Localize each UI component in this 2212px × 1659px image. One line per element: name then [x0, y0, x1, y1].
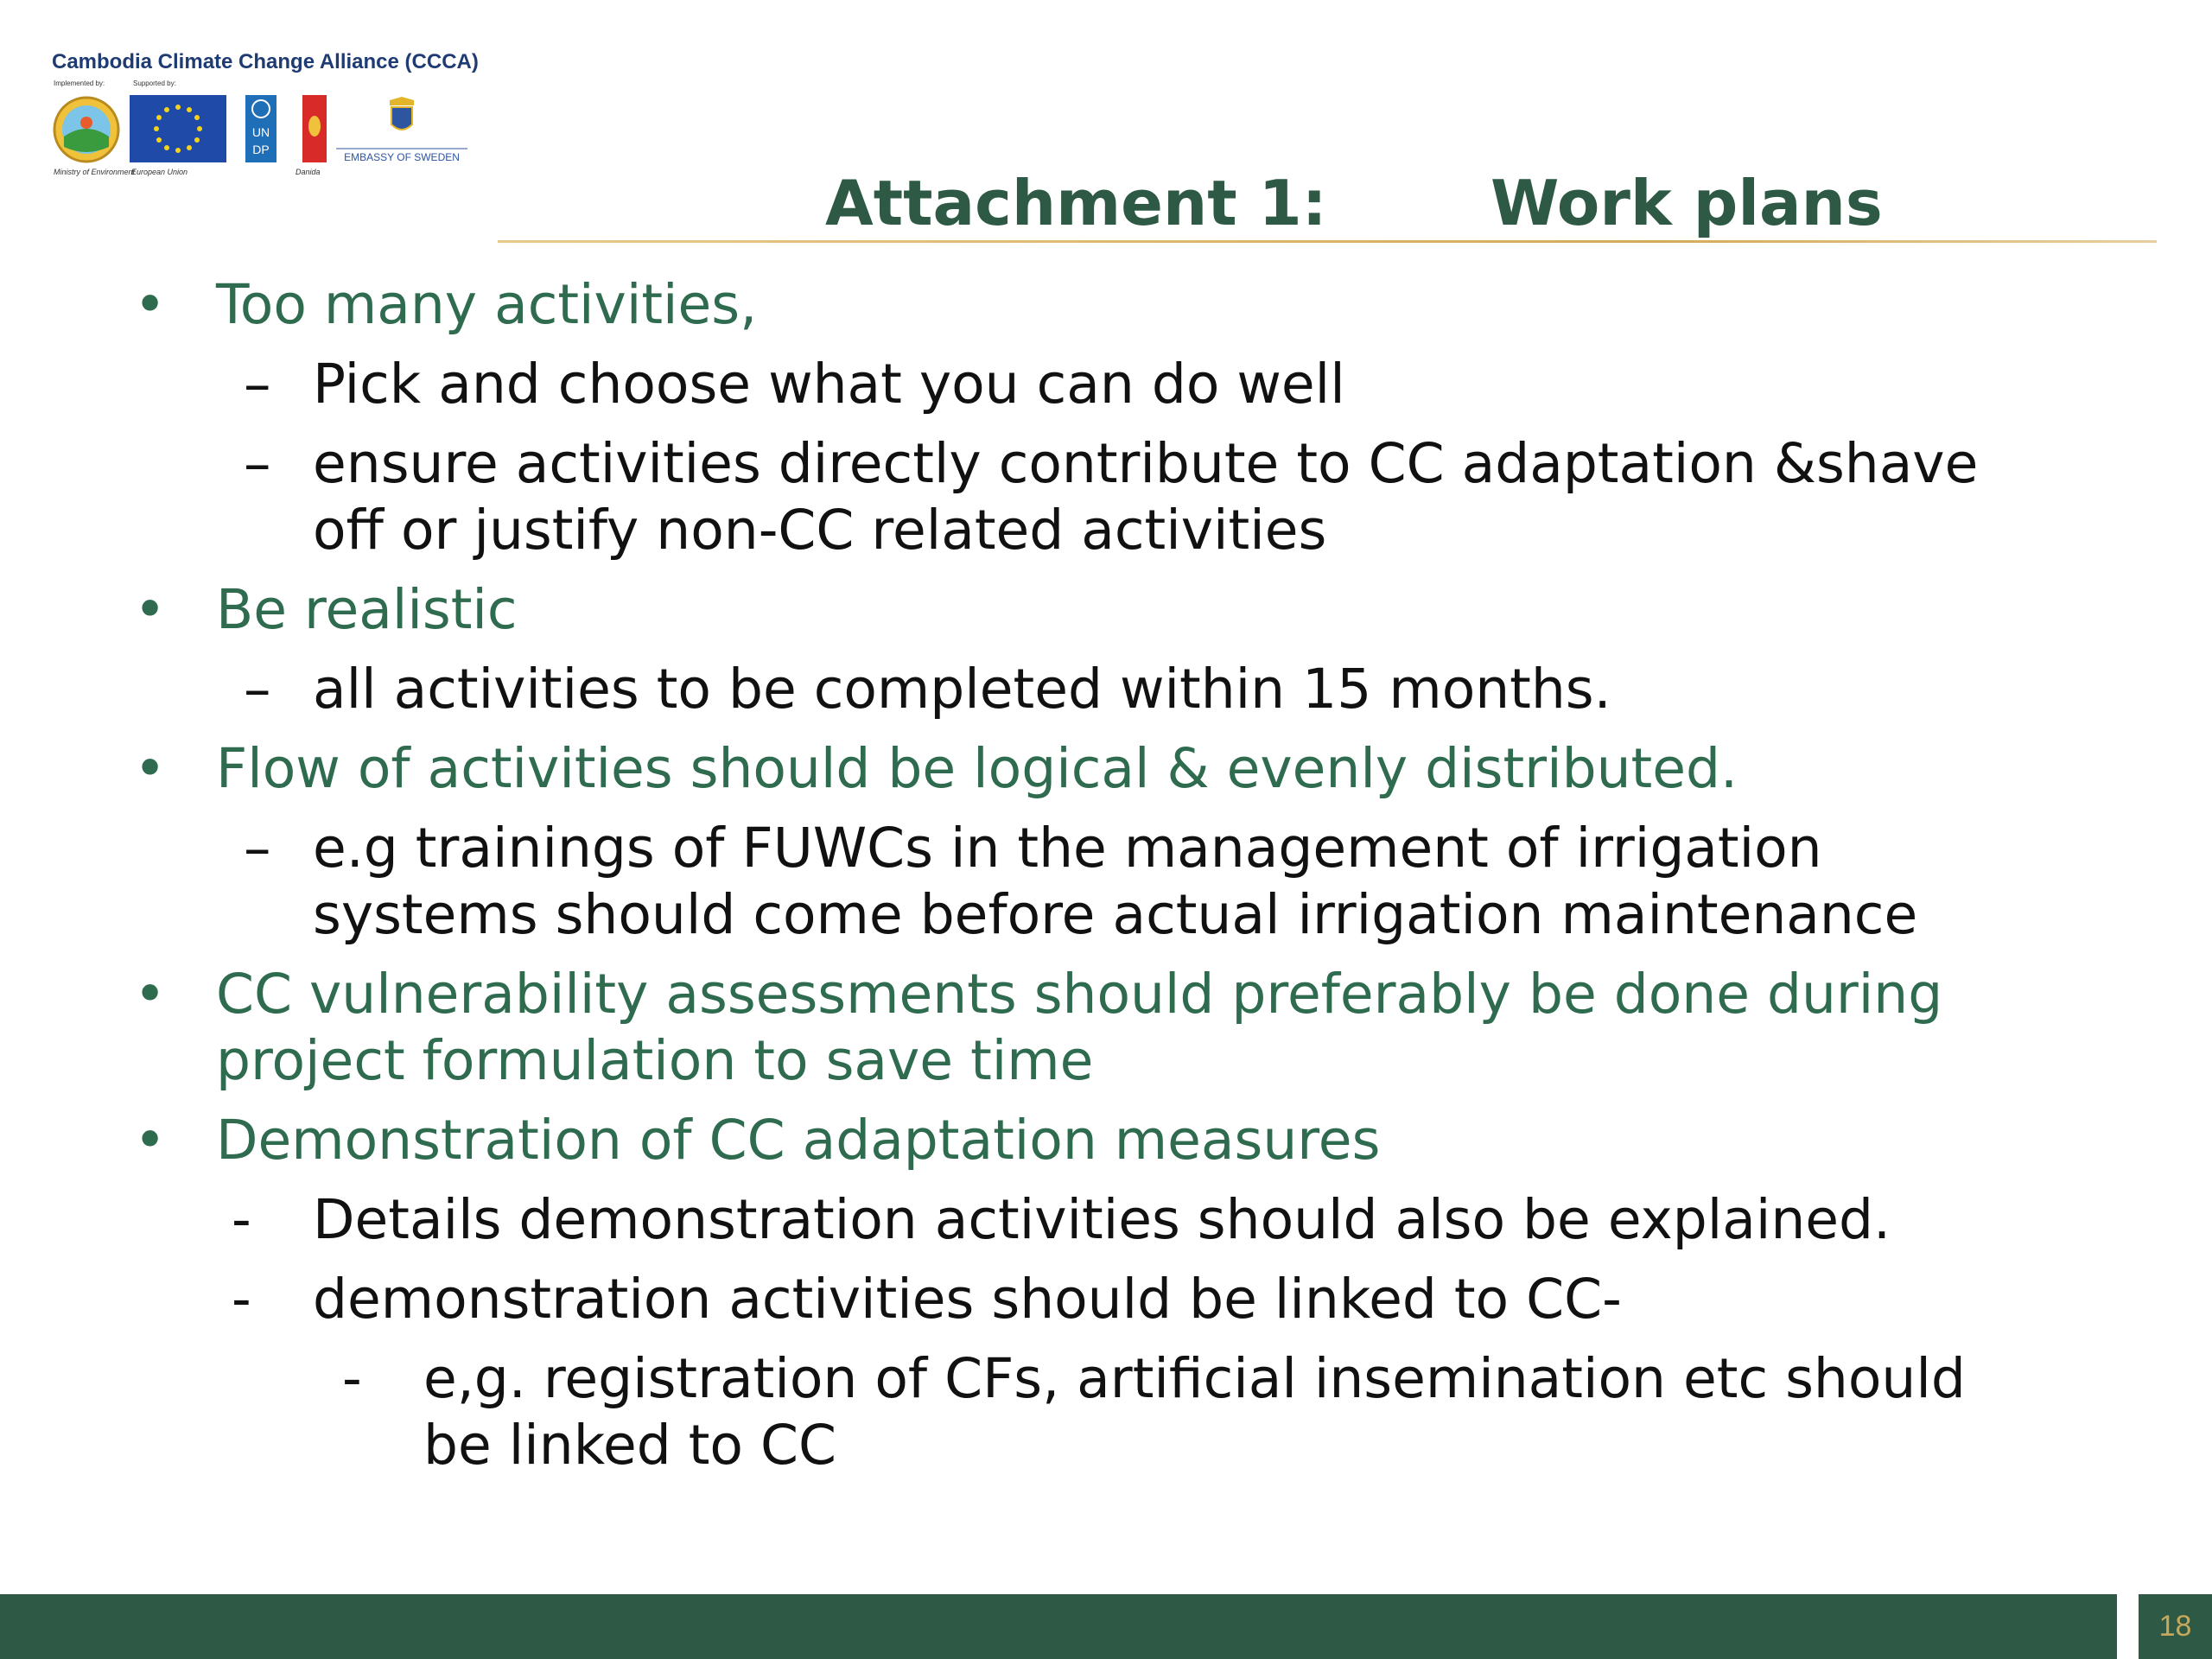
slide-title-part1: Attachment 1: [825, 167, 1327, 239]
dash-marker: – [244, 353, 271, 416]
moe-caption: Ministry of Environment [54, 168, 136, 176]
footer-bar [0, 1594, 2117, 1659]
hyphen-marker: - [232, 1268, 251, 1331]
bullet-marker: • [134, 963, 167, 1026]
sub-bullet-item: e.g trainings of FUWCs in the management of irrigation [313, 817, 1822, 880]
sub-bullet-item: Pick and choose what you can do well [313, 353, 1345, 416]
bullet-marker: • [134, 1109, 167, 1172]
bullet-marker: • [134, 273, 167, 336]
sub-bullet-continuation: systems should come before actual irrigation maintenance [313, 883, 1918, 946]
bullet-item: Be realistic [216, 578, 518, 641]
dash-marker: – [244, 817, 271, 880]
supported-by-caption: Supported by: [133, 79, 176, 87]
undp-logo [245, 95, 276, 162]
slide-title [825, 164, 1883, 242]
org-title: Cambodia Climate Change Alliance (CCCA) [52, 50, 479, 73]
sub-bullet-item: demonstration activities should be linked to CC- [313, 1268, 1622, 1331]
dash-marker: – [244, 658, 271, 721]
ministry-of-environment-logo [52, 95, 121, 164]
svg-text:EMBASSY OF SWEDEN: EMBASSY OF SWEDEN [344, 151, 460, 163]
sub-bullet-item: all activities to be completed within 15 months. [313, 658, 1611, 721]
hyphen-marker: - [342, 1347, 362, 1410]
bullet-marker: • [134, 578, 167, 641]
sub-sub-bullet-continuation: be linked to CC [423, 1414, 836, 1477]
bullet-item: Demonstration of CC adaptation measures [216, 1109, 1381, 1172]
embassy-of-sweden-logo [333, 95, 471, 164]
svg-text:UN: UN [251, 125, 270, 139]
sub-bullet-continuation: off or justify non-CC related activities [313, 499, 1327, 562]
implemented-by-caption: Implemented by: [54, 79, 105, 87]
hyphen-marker: - [232, 1188, 251, 1251]
danida-caption: Danida [296, 168, 321, 176]
slide-title-part2: Work plans [1491, 167, 1883, 239]
danida-logo [302, 95, 327, 162]
bullet-item: Flow of activities should be logical & evenly distributed. [216, 737, 1738, 800]
eu-caption: European Union [131, 168, 188, 176]
bullet-item: CC vulnerability assessments should preferably be done during [216, 963, 1943, 1026]
page-number: 18 [2139, 1594, 2212, 1659]
sub-bullet-item: Details demonstration activities should also be explained. [313, 1188, 1891, 1251]
european-union-flag [130, 95, 226, 162]
svg-text:DP: DP [252, 143, 270, 156]
bullet-marker: • [134, 737, 167, 800]
header-logo-block [52, 50, 484, 188]
title-underline [498, 240, 2157, 243]
dash-marker: – [244, 432, 271, 495]
bullet-item: Too many activities, [216, 273, 758, 336]
sub-sub-bullet-item: e,g. registration of CFs, artificial insemination etc should [423, 1347, 1966, 1410]
bullet-continuation: project formulation to save time [216, 1029, 1094, 1092]
sub-bullet-item: ensure activities directly contribute to CC adaptation &shave [313, 432, 1979, 495]
